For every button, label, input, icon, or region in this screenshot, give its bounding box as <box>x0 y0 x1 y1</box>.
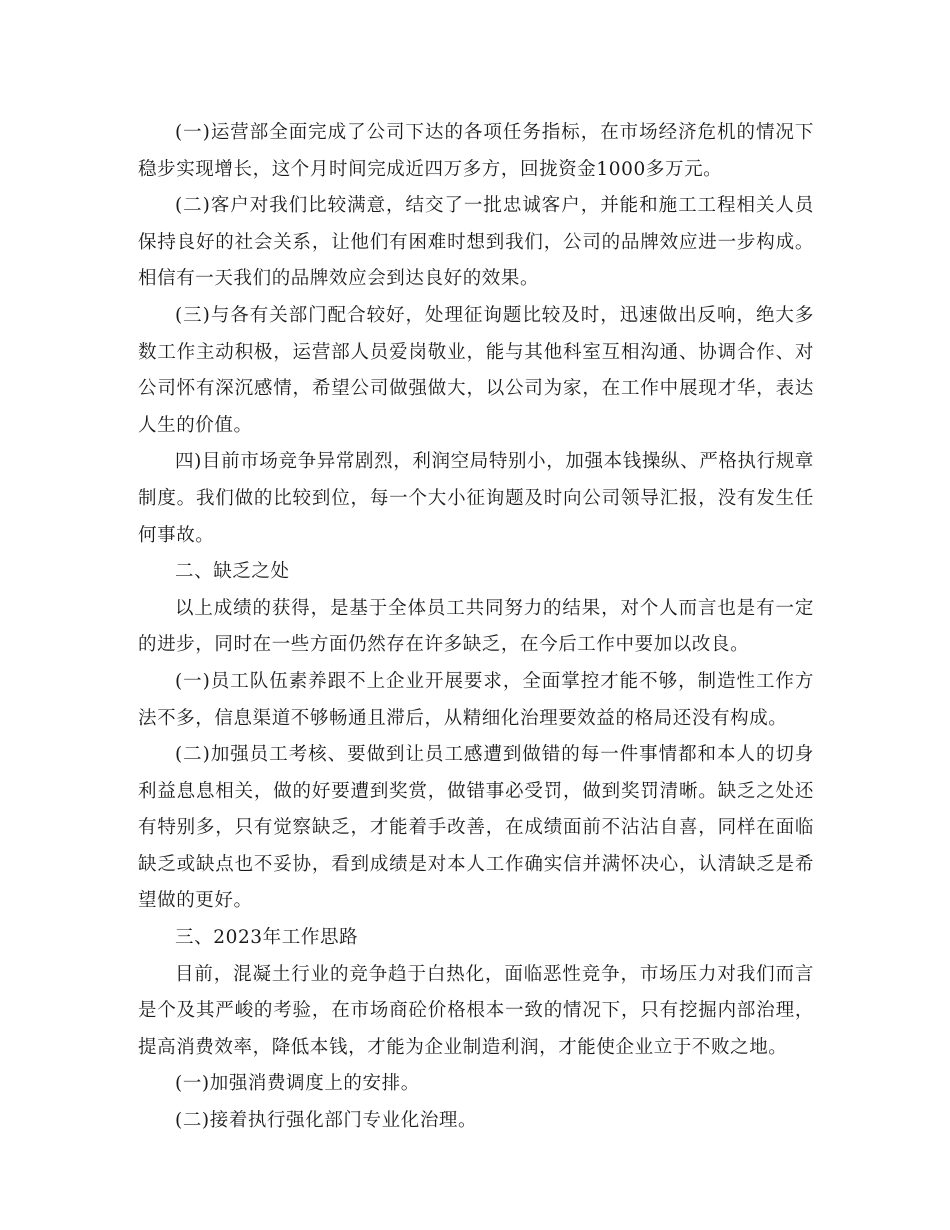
paragraph-achievement-2: (二)客户对我们比较满意，结交了一批忠诚客户，并能和施工工程相关人员保持良好的社会关系，让他们有困难时想到我们，公司的品牌效应进一步构成。相信有一天我们的品牌效应会到达良好的效果。 <box>138 195 814 290</box>
paragraph-shortcomings-intro: 以上成绩的获得，是基于全体员工共同努力的结果，对个人而言也是有一定的进步，同时在一些方面仍然存在许多缺乏，在今后工作中要加以改良。 <box>138 597 814 656</box>
paragraph-achievement-3: (三)与各有关部门配合较好，处理征询题比较及时，迅速做出反响，绝大多数工作主动积极，运营部人员爱岗敬业，能与其他科室互相沟通、协调合作、对公司怀有深沉感情，希望公司做强做大，以公司为家，在工作中展现才华，表达人生的价值。 <box>138 304 814 436</box>
paragraph-achievement-1: (一)运营部全面完成了公司下达的各项任务指标，在市场经济危机的情况下稳步实现增长，这个月时间完成近四万多方，回拢资金1000多万元。 <box>138 122 814 180</box>
paragraph-work-plan-2: (二)接着执行强化部门专业化治理。 <box>175 1110 478 1132</box>
paragraph-achievement-4: 四)目前市场竞争异常剧烈，利润空局特别小，加强本钱操纵、严格执行规章制度。我们做的比较到位，每一个大小征询题及时向公司领导汇报，没有发生任何事故。 <box>138 451 814 546</box>
document-body <box>138 115 814 1140</box>
paragraph-work-plan-1: (一)加强消费调度上的安排。 <box>175 1073 420 1095</box>
section-heading-shortcomings: 二、缺乏之处 <box>175 561 290 583</box>
section-heading-work-plan: 三、2023年工作思路 <box>175 927 359 949</box>
paragraph-shortcoming-2: (二)加强员工考核、要做到让员工感遭到做错的每一件事情都和本人的切身利益息息相关，做的好要遭到奖赏，做错事必受罚，做到奖罚清晰。缺乏之处还有特别多，只有觉察缺乏，才能着手改善，在成绩面前不沾沾自喜，同样在面临缺乏或缺点也不妥协，看到成绩是对本人工作确实信并满怀决心，认清缺乏是希望做的更好。 <box>138 744 814 912</box>
paragraph-work-plan-intro: 目前，混凝土行业的竞争趋于白热化，面临恶性竞争，市场压力对我们而言是个及其严峻的考验，在市场商砼价格根本一致的情况下，只有挖掘内部治理，提高消费效率，降低本钱，才能为企业制造利润，才能使企业立于不败之地。 <box>138 963 814 1058</box>
paragraph-shortcoming-1: (一)员工队伍素养跟不上企业开展要求，全面掌控才能不够，制造性工作方法不多，信息渠道不够畅通且滞后，从精细化治理要效益的格局还没有构成。 <box>138 670 814 729</box>
